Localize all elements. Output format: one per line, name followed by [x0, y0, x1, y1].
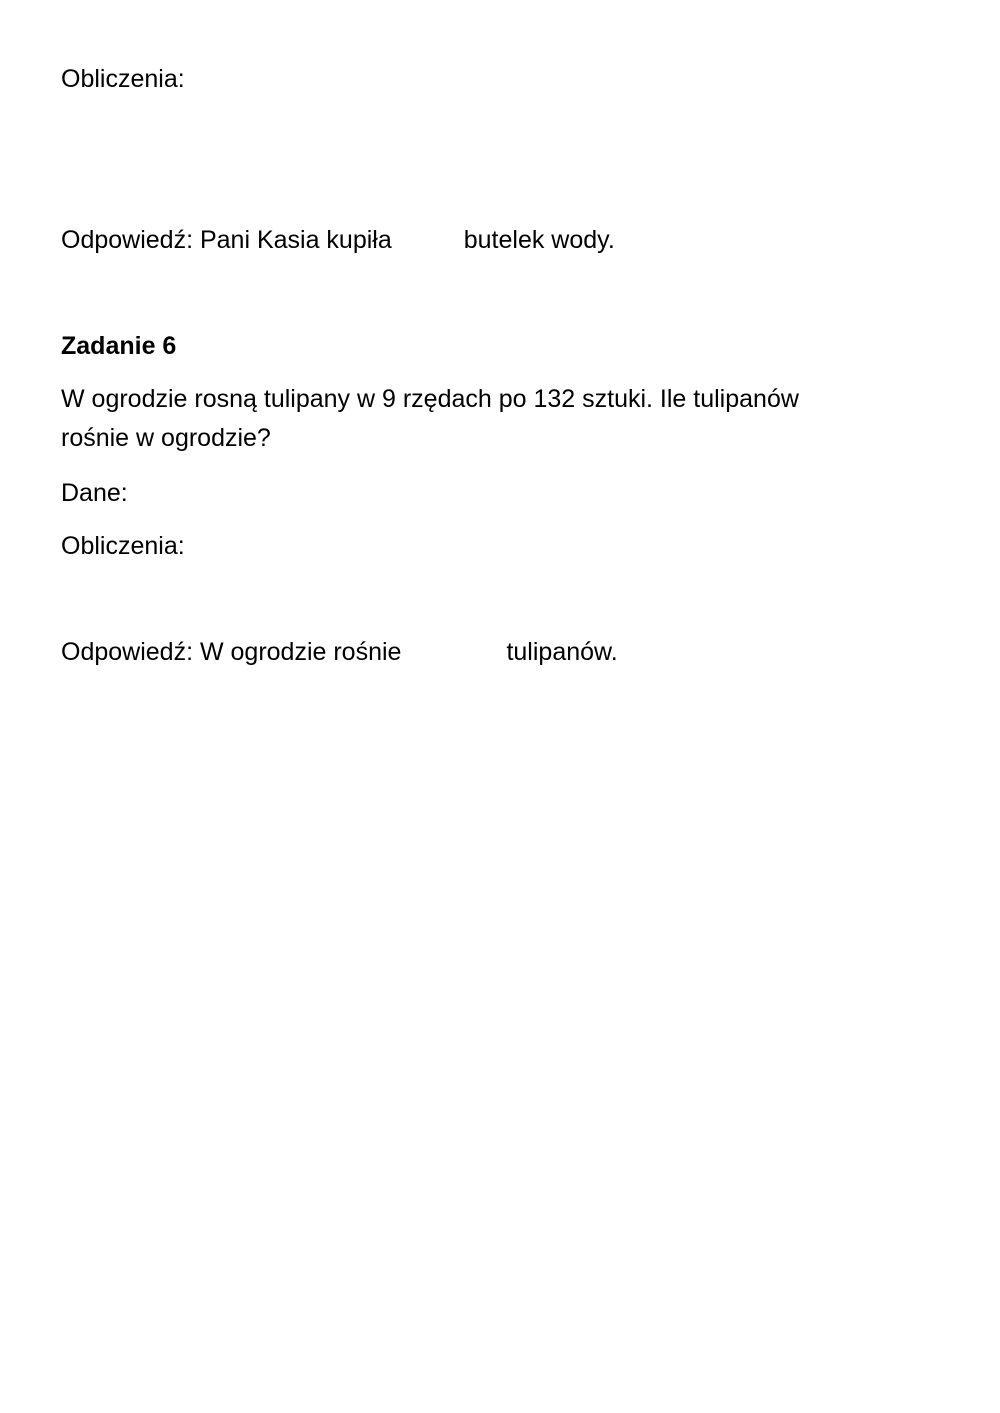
answer-line-task5 — [61, 225, 615, 255]
answer-prefix-task5: Odpowiedź: Pani Kasia kupiła — [61, 226, 392, 254]
task6-question-line-2: rośnie w ogrodzie? — [61, 424, 271, 452]
answer-suffix-task6: tulipanów. — [506, 638, 618, 666]
calculations-label-task5: Obliczenia: — [61, 65, 185, 93]
task6-given-label: Dane: — [61, 479, 128, 507]
answer-prefix-task6: Odpowiedź: W ogrodzie rośnie — [61, 638, 402, 666]
answer-line-task6 — [61, 637, 618, 667]
task6-title: Zadanie 6 — [61, 332, 177, 360]
answer-suffix-task5: butelek wody. — [463, 226, 615, 254]
task6-question-line-1: W ogrodzie rosną tulipany w 9 rzędach po 132 sztuki. Ile tulipanów — [61, 385, 799, 413]
task6-calculations-label: Obliczenia: — [61, 532, 185, 560]
